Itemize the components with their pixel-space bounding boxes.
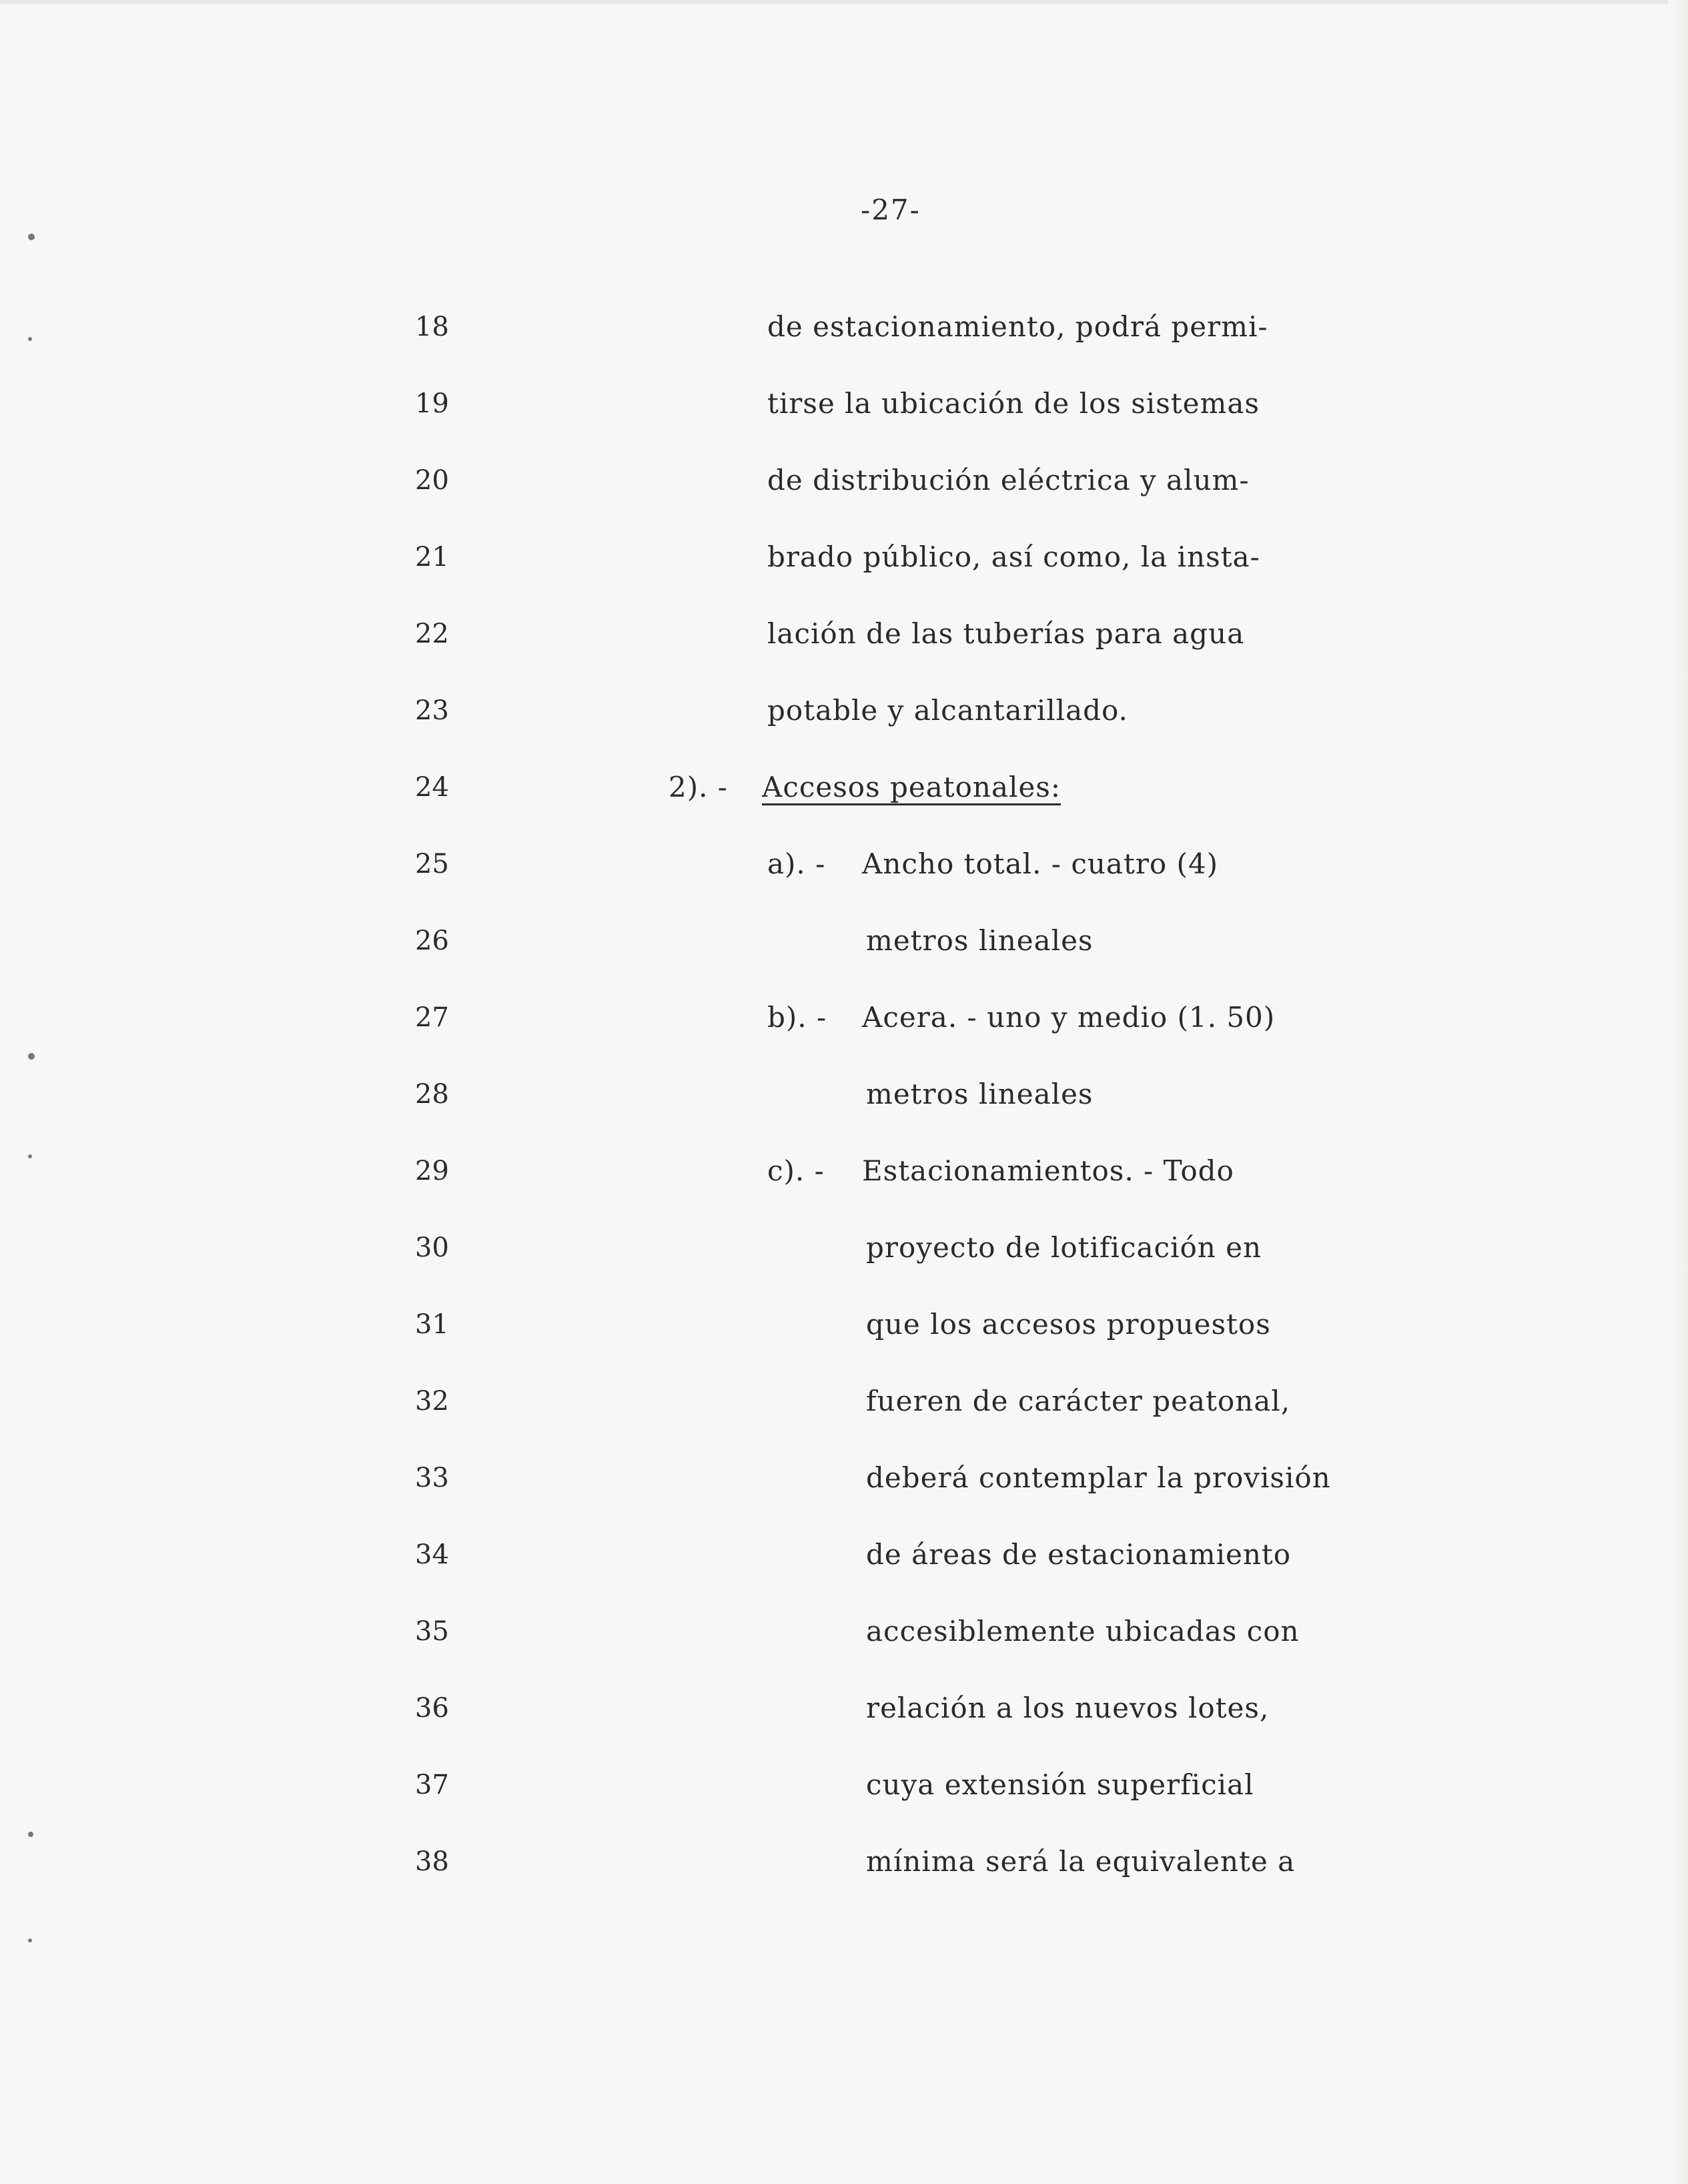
line-number: 31 bbox=[415, 1309, 449, 1340]
body-line: relación a los nuevos lotes, bbox=[866, 1692, 1270, 1724]
body-line: accesiblemente ubicadas con bbox=[866, 1615, 1300, 1648]
body-line: de distribución eléctrica y alum- bbox=[767, 464, 1250, 496]
item-label: b). - bbox=[767, 1001, 827, 1034]
item-label: c). - bbox=[767, 1154, 825, 1187]
line-number: 35 bbox=[415, 1616, 449, 1647]
body-line: metros lineales bbox=[866, 1078, 1094, 1110]
line-number: 30 bbox=[415, 1232, 449, 1263]
page-top-edge bbox=[0, 0, 1688, 4]
item-label: a). - bbox=[767, 847, 826, 880]
line-number: 26 bbox=[415, 926, 449, 956]
section-heading: Accesos peatonales: bbox=[762, 771, 1062, 803]
line-number: 18 bbox=[415, 312, 449, 342]
line-number: 33 bbox=[415, 1463, 449, 1493]
body-line: fueren de carácter peatonal, bbox=[866, 1385, 1291, 1417]
line-number: 29 bbox=[415, 1156, 449, 1186]
line-number: 27 bbox=[415, 1002, 449, 1033]
line-number: 37 bbox=[415, 1770, 449, 1800]
line-number: 21 bbox=[415, 542, 449, 573]
section-label: 2). - bbox=[669, 771, 728, 803]
body-line: cuya extensión superficial bbox=[866, 1768, 1254, 1801]
line-number: 36 bbox=[415, 1693, 449, 1724]
body-line: lación de las tuberías para agua bbox=[767, 617, 1245, 650]
line-number: 34 bbox=[415, 1539, 449, 1570]
punch-mark bbox=[28, 337, 32, 341]
line-number: 19 bbox=[415, 388, 449, 419]
body-line: de áreas de estacionamiento bbox=[866, 1538, 1292, 1571]
body-line: Ancho total. - cuatro (4) bbox=[862, 847, 1219, 880]
body-line: Acera. - uno y medio (1. 50) bbox=[862, 1001, 1276, 1034]
punch-mark bbox=[28, 1832, 33, 1837]
body-line: que los accesos propuestos bbox=[866, 1308, 1271, 1341]
body-line: proyecto de lotificación en bbox=[866, 1231, 1262, 1264]
body-line: metros lineales bbox=[866, 924, 1094, 957]
body-line: tirse la ubicación de los sistemas bbox=[767, 387, 1260, 420]
line-number: 38 bbox=[415, 1846, 449, 1877]
punch-mark bbox=[28, 1938, 32, 1942]
line-number: 32 bbox=[415, 1386, 449, 1417]
body-line: brado público, así como, la insta- bbox=[767, 540, 1260, 573]
body-line: potable y alcantarillado. bbox=[767, 694, 1128, 727]
body-line: Estacionamientos. - Todo bbox=[862, 1154, 1234, 1187]
line-number: 28 bbox=[415, 1079, 449, 1110]
punch-mark bbox=[28, 1154, 32, 1158]
punch-mark bbox=[28, 234, 35, 240]
line-number: 22 bbox=[415, 619, 449, 649]
line-number: 25 bbox=[415, 849, 449, 879]
line-number: 23 bbox=[415, 695, 449, 726]
body-line: deberá contemplar la provisión bbox=[866, 1461, 1331, 1494]
punch-mark bbox=[28, 1053, 35, 1060]
page-right-edge bbox=[1668, 0, 1688, 2184]
line-number: 24 bbox=[415, 772, 449, 803]
body-line: mínima será la equivalente a bbox=[866, 1845, 1296, 1878]
page-number: -27- bbox=[861, 194, 921, 226]
body-line: de estacionamiento, podrá permi- bbox=[767, 310, 1268, 343]
line-number: 20 bbox=[415, 465, 449, 496]
